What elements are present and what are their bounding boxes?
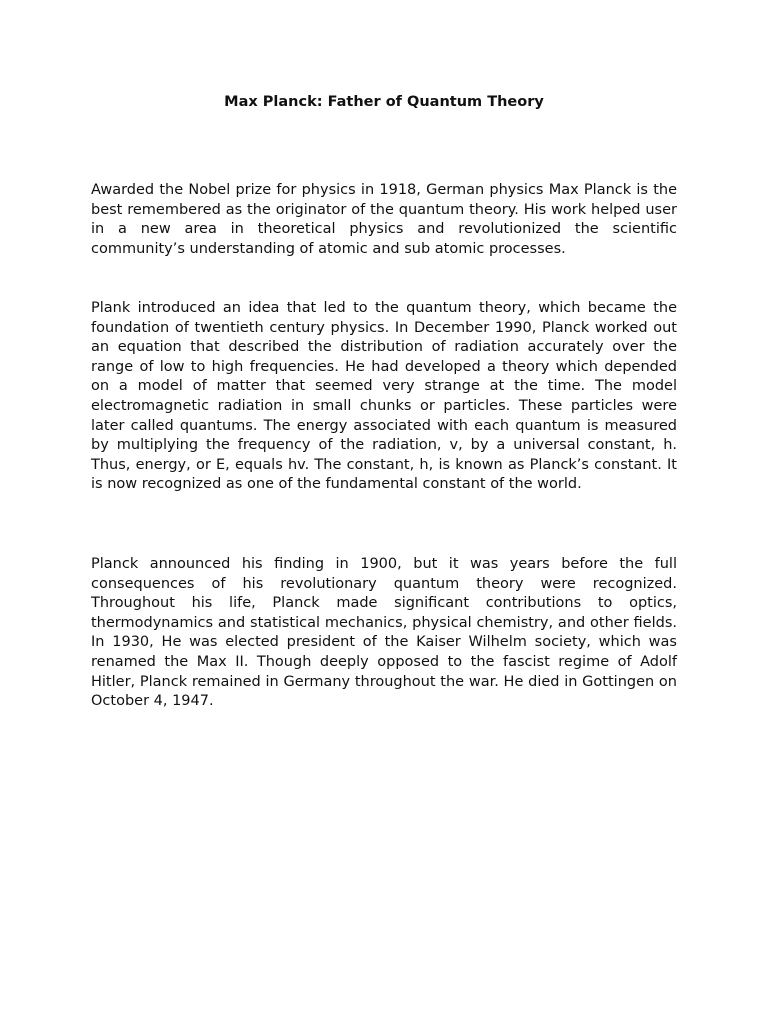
document-title: Max Planck: Father of Quantum Theory: [224, 94, 544, 110]
paragraph-2: Plank introduced an idea that led to the quantum theory, which became the foundation of twentieth century physics. In December 1990, Planck worked out an equation that described the distribution of radiation accurately over the range of low to high frequencies. He had developed a theory which depended on a model of matter that seemed very strange at the time. The model electromagnetic radiation in small chunks or particles. These particles were later called quantums. The energy associated with each quantum is measured by multiplying the frequency of the radiation, v, by a universal constant, h. Thus, energy, or E, equals hv. The constant, h, is known as Planck’s constant. It is now recognized as one of the fundamental constant of the world.: [91, 300, 677, 493]
paragraph-3: Planck announced his finding in 1900, but it was years before the full consequences of his revolutionary quantum theory were recognized. Throughout his life, Planck made significant contributions to optics, thermodynamics and statistical mechanics, physical chemistry, and other fields. In 1930, He was elected president of the Kaiser Wilhelm society, which was renamed the Max II. Though deeply opposed to the fascist regime of Adolf Hitler, Planck remained in Germany throughout the war. He died in Gottingen on October 4, 1947.: [91, 556, 677, 710]
paragraph-1: Awarded the Nobel prize for physics in 1918, German physics Max Planck is the best remembered as the originator of the quantum theory. His work helped user in a new area in theoretical physics and revolutionized the scientific community’s understanding of atomic and sub atomic processes.: [91, 182, 677, 257]
